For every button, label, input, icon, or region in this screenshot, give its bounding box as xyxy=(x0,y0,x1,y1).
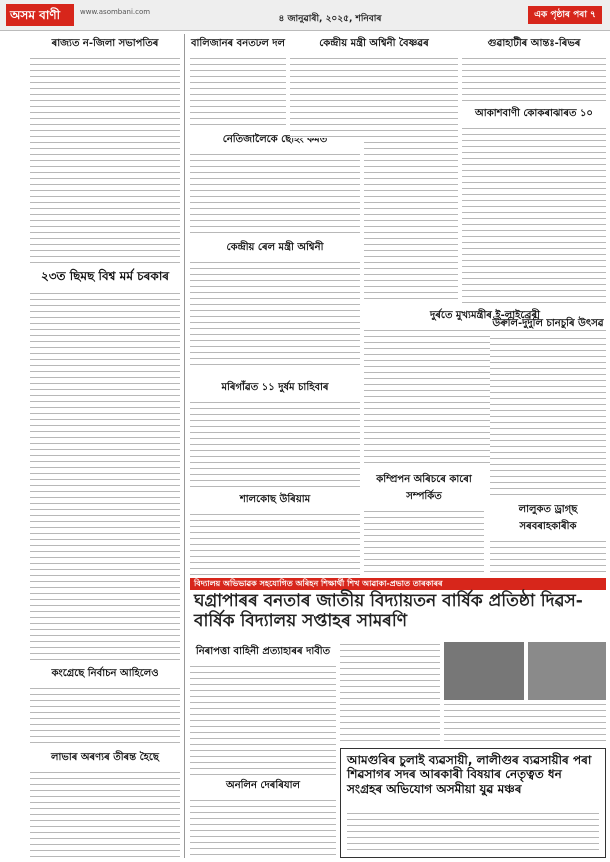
article-body xyxy=(347,811,599,853)
article-body xyxy=(30,56,180,268)
article-body xyxy=(462,126,606,304)
article-d3 xyxy=(490,314,606,500)
boxed-headline: আমগুৰিৰ চুলাই ব্যৱসায়ী, লালীগুৰ ব্যৱসায়ীৰ পৰা শিৱসাগৰ সদৰ আৰকাৰী বিষয়াৰ নেতৃত্বত ধন সংগ্ৰহৰ অভিযোগ অসমীয়া যুৱ মঞ্চৰ xyxy=(347,753,592,796)
article-heading: লাভাৰ অৰণ্যৰ তীৰন্ত হৈছে xyxy=(51,752,159,763)
article-heading: নেতিজালৈকে ছেহিং কমত xyxy=(222,134,328,145)
article-c1 xyxy=(290,34,458,138)
article-body xyxy=(190,798,336,858)
article-a2 xyxy=(30,266,180,664)
article-heading: ৰাজ্যত ন-জিলা সভাপতিৰ xyxy=(51,38,159,49)
article-heading: কংগ্ৰেছে নিৰ্বাচন আহিলেও xyxy=(51,668,159,679)
article-heading: ২৩ত ছিমছ বিশ্ব মৰ্ম চৰকাৰ xyxy=(40,269,170,283)
article-body xyxy=(444,702,606,742)
article-body xyxy=(190,152,360,234)
news-photo xyxy=(528,642,606,700)
newspaper-logo xyxy=(6,4,74,26)
article-heading: নিৰাপত্তা বাহিনী প্ৰত্যাহাৰৰ দাবীত xyxy=(195,646,331,657)
article-body xyxy=(30,770,180,858)
article-b2 xyxy=(190,130,360,234)
article-d1 xyxy=(462,34,606,102)
article-heading: গুৱাহাটীৰ আন্তঃ-ৰিভৰ xyxy=(487,38,581,49)
article-body xyxy=(190,400,360,488)
article-heading: মৰিগাঁৱত ১১ দুৰ্ষম চাহিবাৰ xyxy=(221,382,329,393)
article-body xyxy=(490,539,606,576)
article-heading: লালুকত ড্ৰাগ্ছ সৰবৰাহকাৰীক xyxy=(518,504,578,532)
article-body xyxy=(190,512,360,576)
article-body xyxy=(462,56,606,102)
article-e3 xyxy=(190,776,336,858)
article-heading: অনলিন দেৰৰিযাল xyxy=(226,780,300,791)
article-heading: কেন্দ্ৰীয় মন্ত্ৰী অশ্বিনী বৈষ্ণৱৰ xyxy=(319,38,429,49)
article-a4 xyxy=(30,748,180,858)
article-heading: শালকোছ উৰিয়াম xyxy=(239,494,311,505)
article-b4 xyxy=(190,378,360,488)
boxed-story xyxy=(340,748,606,858)
article-e1 xyxy=(190,490,360,576)
article-heading: উৰুলি-দুদুলি চানচুৰি উৎসৱ xyxy=(492,318,604,329)
masthead xyxy=(0,0,610,31)
article-body xyxy=(30,291,180,664)
article-heading: কম্প্ৰিপন অৰিচৰে কাৰো সম্পৰ্কিত xyxy=(376,474,472,502)
article-heading: বালিজানৰ বনতঢল দল xyxy=(190,38,286,49)
article-heading: কেন্দ্ৰীয় ৰেল মন্ত্ৰী অশ্বিনী xyxy=(226,242,324,253)
article-a1 xyxy=(30,34,180,268)
banner-tag: বিদ্যালয় অভিভাৱক সহযোগিত অৰিহন শিক্ষাৰ্থী শিখ আৱাকা-প্ৰভাত তাৰকাৰৰ xyxy=(190,578,606,590)
article-b3 xyxy=(190,238,360,368)
article-body xyxy=(190,56,286,128)
article-body xyxy=(364,509,484,574)
article-body xyxy=(490,336,606,500)
article-d4 xyxy=(490,500,606,576)
issue-date: ৪ জানুৱাৰী, ২০২৫, শনিবাৰ xyxy=(278,14,382,24)
column-rule xyxy=(184,34,185,858)
news-photo xyxy=(444,642,524,700)
article-d2 xyxy=(462,104,606,304)
logo-text: অসম বাণী xyxy=(10,8,61,22)
article-body xyxy=(30,686,180,748)
article-body xyxy=(290,56,458,138)
article-body xyxy=(364,140,458,304)
article-b1 xyxy=(190,34,286,128)
article-a3 xyxy=(30,664,180,748)
banner-headline: ঘগ্ৰাপাৰৰ বনতাৰ জাতীয় বিদ্যায়তন বাৰ্ষিক প্ৰতিষ্ঠা দিৱস-বাৰ্ষিক বিদ্যালয় সপ্তাহৰ সামৰণি xyxy=(194,591,583,631)
banner-body-2 xyxy=(444,702,606,742)
article-body xyxy=(340,642,440,742)
banner-story xyxy=(190,578,606,640)
article-body xyxy=(190,260,360,368)
article-c1-cont xyxy=(364,140,458,304)
banner-body-1 xyxy=(340,642,440,742)
article-heading: দুৰ্ৰতে মুখ্যমন্ত্ৰীৰ ই-লাইব্ৰেৰী xyxy=(430,310,540,321)
website-url: www.asombani.com xyxy=(80,8,151,16)
article-c3 xyxy=(364,470,484,574)
article-heading: আকাশবাণী কোকৰাঝাৰত ১০ xyxy=(475,108,593,119)
page-label: এক পৃষ্ঠাৰ পৰা ৭ xyxy=(528,6,602,24)
